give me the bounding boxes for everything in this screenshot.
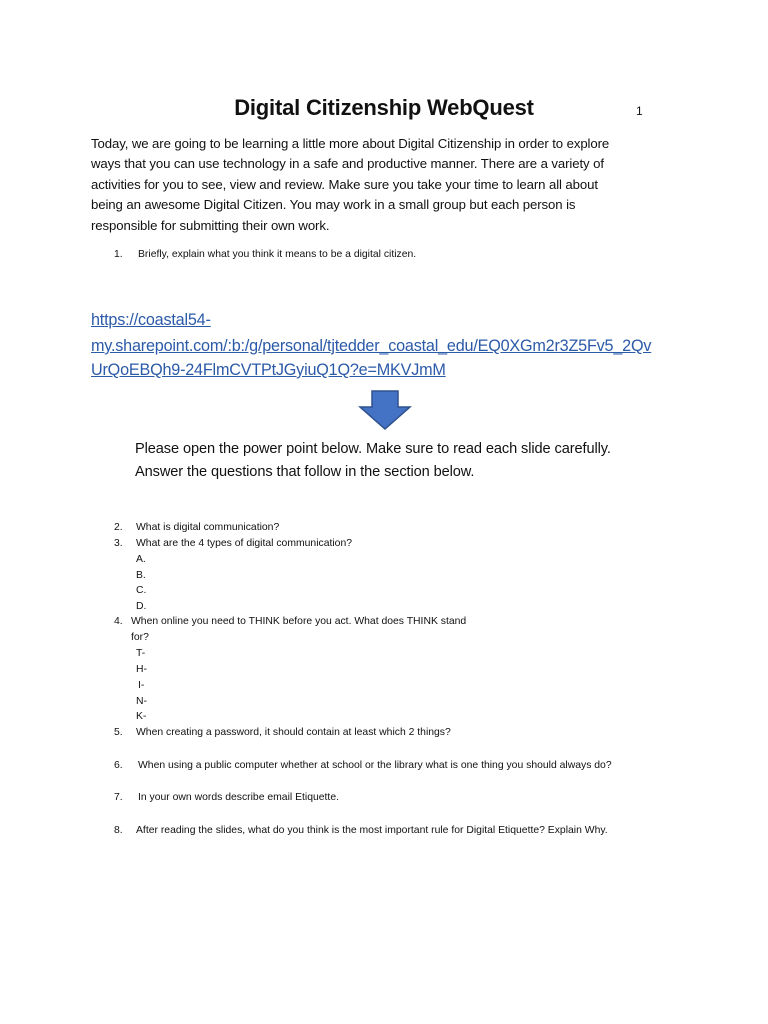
think-letter-k: K- <box>136 711 147 722</box>
question-3-option-c: C. <box>136 585 147 596</box>
intro-line-3: activities for you to see, view and review. Make sure you take your time to learn all about <box>91 177 598 192</box>
think-letter-i: I- <box>138 680 145 691</box>
question-4-text: When online you need to THINK before you act. What does THINK stand <box>131 616 467 627</box>
down-arrow-icon <box>358 390 412 430</box>
question-3-number: 3. <box>114 538 123 549</box>
question-1-number: 1. <box>114 249 123 260</box>
question-8-number: 8. <box>114 825 123 836</box>
page-number: 1 <box>636 104 643 118</box>
question-5-text: When creating a password, it should contain at least which 2 things? <box>136 727 451 738</box>
question-1-text: Briefly, explain what you think it means to be a digital citizen. <box>138 249 417 260</box>
slides-link-line-2[interactable]: my.sharepoint.com/:b:/g/personal/tjtedder_coastal_edu/EQ0XGm2r3Z5Fv5_2Qv <box>91 337 652 355</box>
think-letter-t: T- <box>136 648 146 659</box>
question-2-number: 2. <box>114 522 123 533</box>
question-7-number: 7. <box>114 792 123 803</box>
notice-line-1: Please open the power point below. Make sure to read each slide carefully. <box>135 441 611 457</box>
think-letter-h: H- <box>136 664 147 675</box>
question-5-number: 5. <box>114 727 123 738</box>
intro-line-4: being an awesome Digital Citizen. You may work in a small group but each person is <box>91 197 576 212</box>
question-4-text-continued: for? <box>131 632 149 643</box>
question-6-number: 6. <box>114 760 123 771</box>
intro-line-5: responsible for submitting their own work. <box>91 218 330 233</box>
question-3-option-b: B. <box>136 570 146 581</box>
slides-link-line-3[interactable]: UrQoEBQh9-24FlmCVTPtJGyiuQ1Q?e=MKVJmM <box>91 361 446 379</box>
slides-link-line-1[interactable]: https://coastal54- <box>91 311 211 329</box>
question-6-text: When using a public computer whether at school or the library what is one thing you should always do? <box>138 760 612 771</box>
question-3-text: What are the 4 types of digital communication? <box>136 538 353 549</box>
question-3-option-d: D. <box>136 601 147 612</box>
intro-line-2: ways that you can use technology in a safe and productive manner. There are a variety of <box>91 156 604 171</box>
question-8-text: After reading the slides, what do you think is the most important rule for Digital Etiquette? Explain Why. <box>136 825 608 836</box>
question-3-option-a: A. <box>136 554 146 565</box>
page-title: Digital Citizenship WebQuest <box>234 95 534 120</box>
intro-line-1: Today, we are going to be learning a little more about Digital Citizenship in order to explore <box>91 136 610 151</box>
question-2-text: What is digital communication? <box>136 522 280 533</box>
question-7-text: In your own words describe email Etiquette. <box>138 792 339 803</box>
think-letter-n: N- <box>136 696 147 707</box>
question-4-number: 4. <box>114 616 123 627</box>
notice-line-2: Answer the questions that follow in the section below. <box>135 464 475 480</box>
